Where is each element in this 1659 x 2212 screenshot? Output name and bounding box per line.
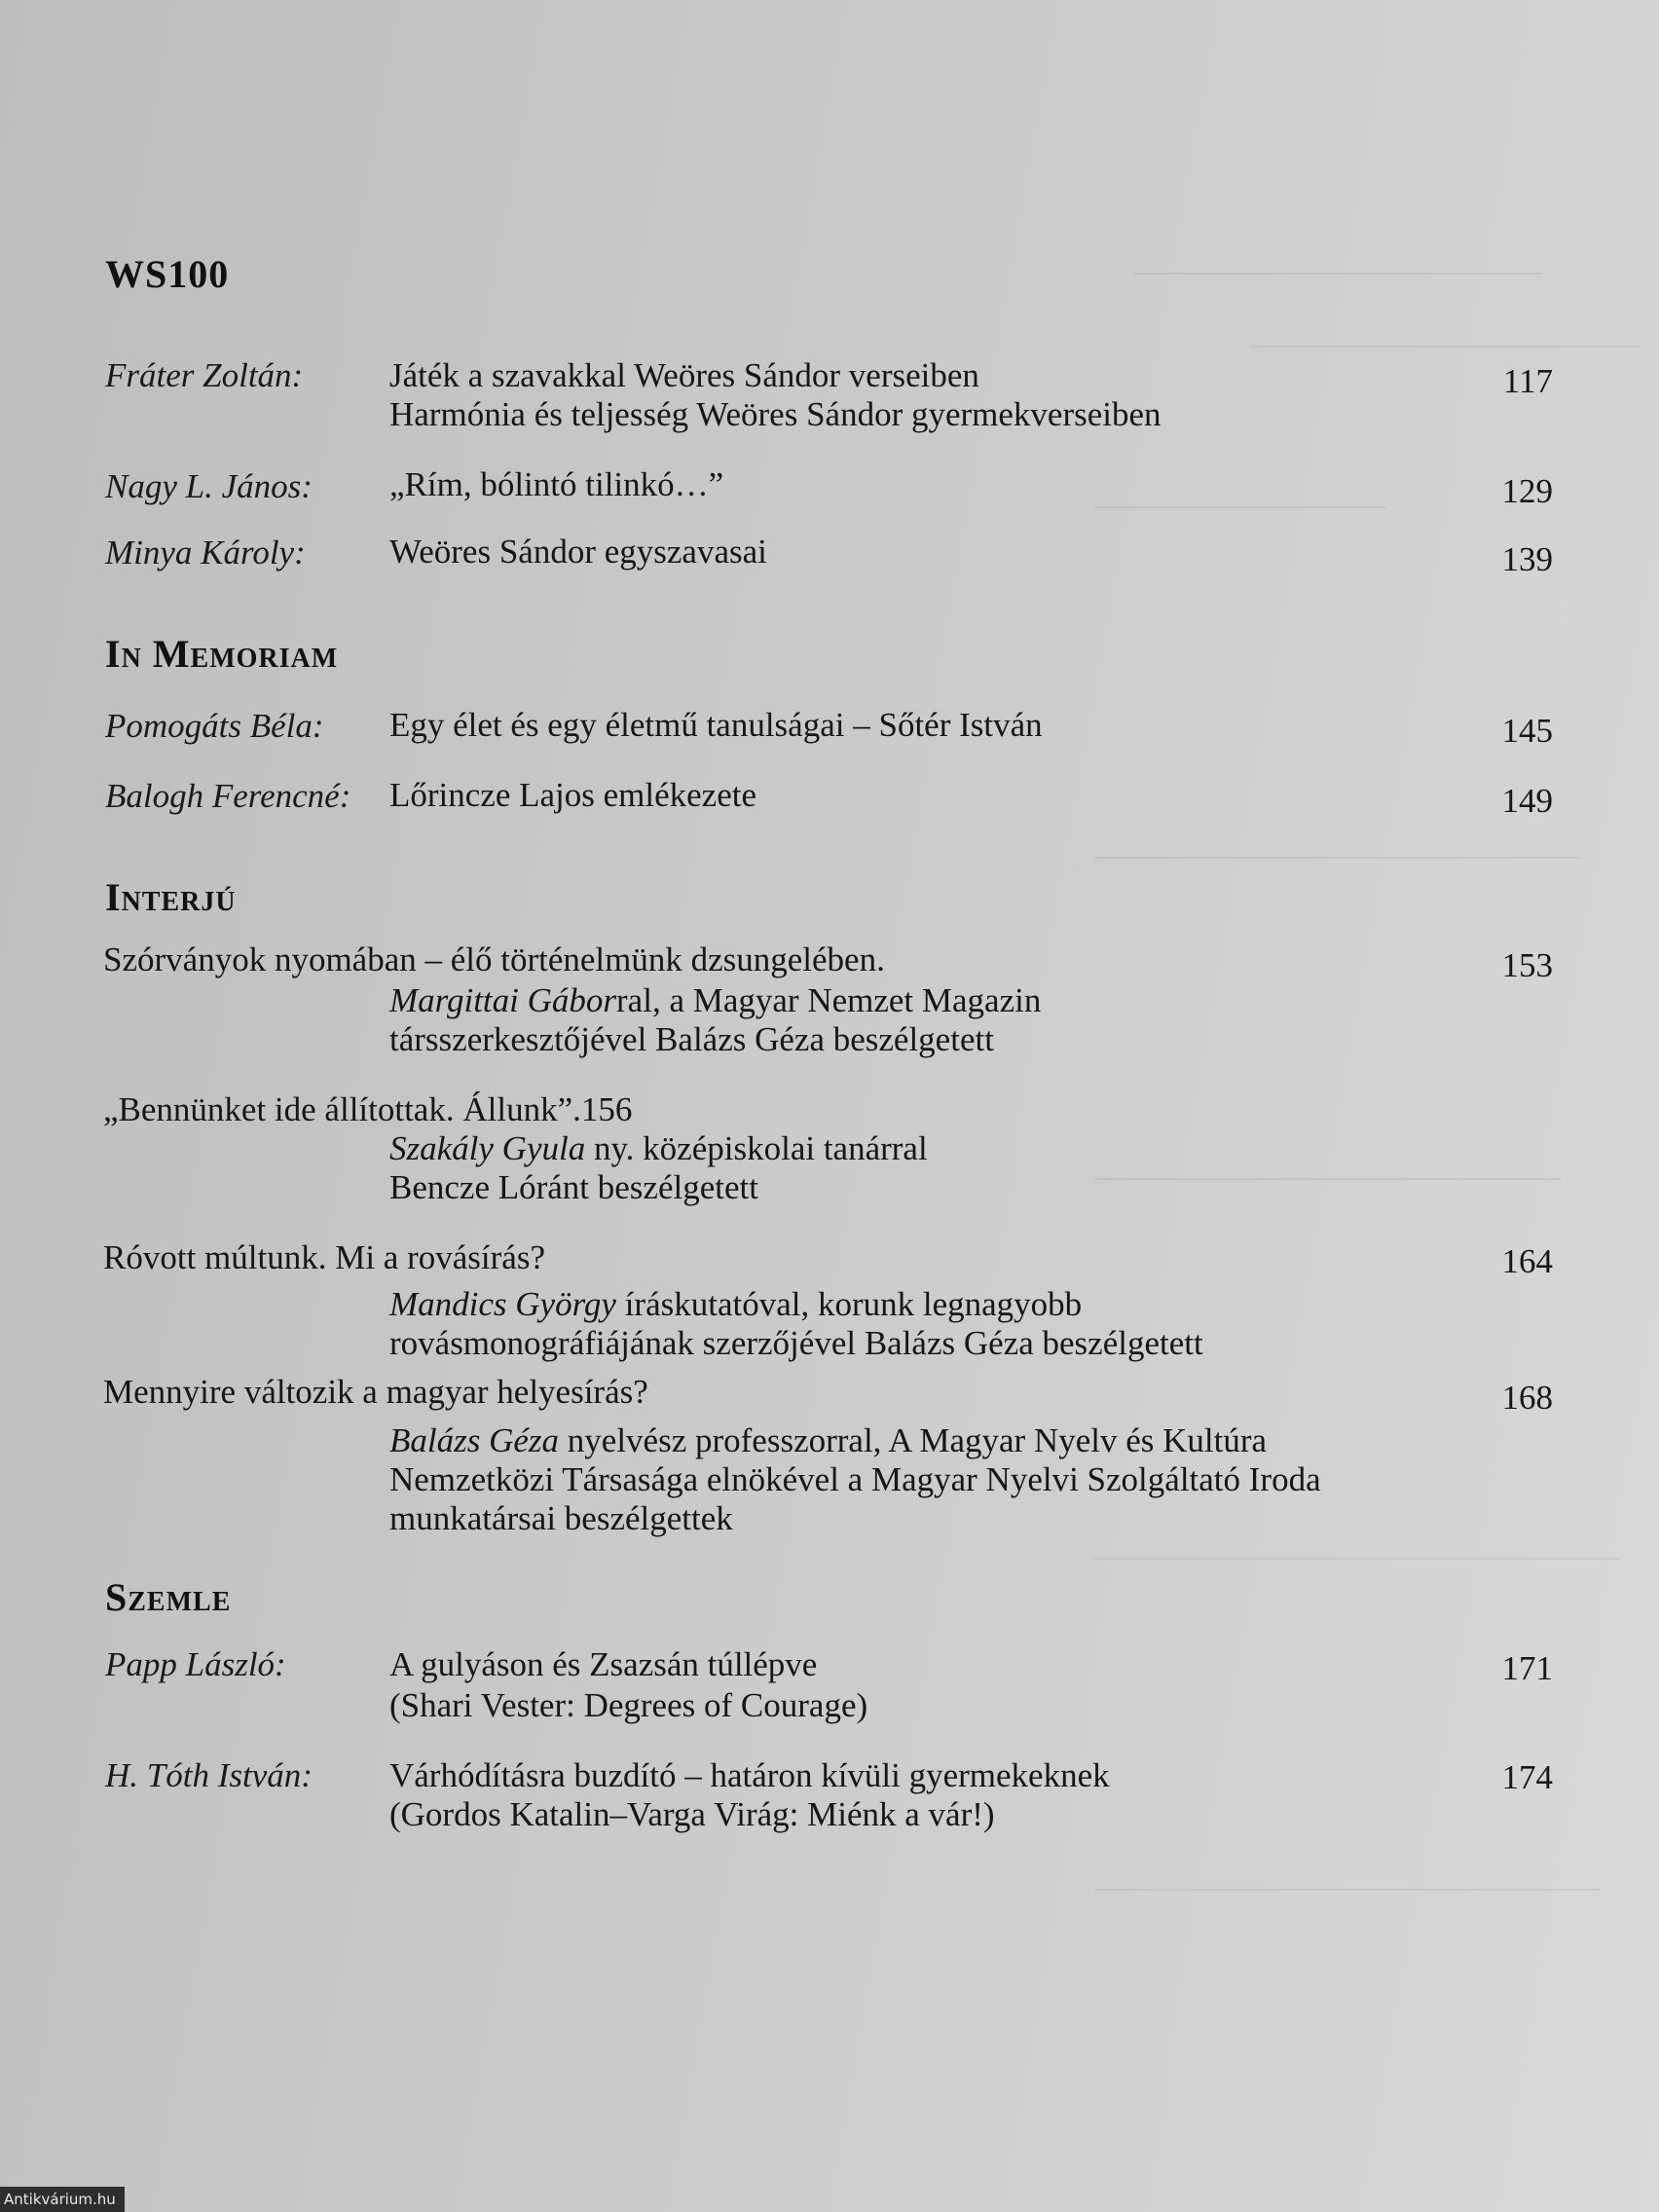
toc-title: Lőrincze Lajos emlékezete	[389, 776, 757, 814]
toc-title-continued: (Shari Vester: Degrees of Courage)	[389, 1686, 868, 1724]
toc-title: Egy élet és egy életmű tanulságai – Sőtér István	[389, 706, 1043, 744]
toc-page-number: 171	[1501, 1649, 1553, 1687]
toc-author: Pomogáts Béla:	[105, 707, 324, 745]
toc-author: Balogh Ferencné:	[105, 777, 351, 815]
interviewee-name: Margittai Gábor	[389, 981, 617, 1019]
toc-page-number: 117	[1502, 362, 1553, 400]
show-through-shadow	[1075, 0, 1659, 2212]
toc-subtitle: társszerkesztőjével Balázs Géza beszélgetett	[389, 1020, 994, 1058]
interviewee-name: Mandics György	[389, 1285, 616, 1323]
section-heading-interju: Interjú	[105, 875, 237, 919]
toc-subtitle: Margittai Gáborral, a Magyar Nemzet Magazin	[389, 981, 1042, 1019]
toc-author: H. Tóth István:	[105, 1756, 313, 1794]
toc-subtitle: rovásmonográfiájának szerzőjével Balázs Géza beszélgetett	[389, 1324, 1203, 1362]
toc-subtitle: Balázs Géza nyelvész professzorral, A Magyar Nyelv és Kultúra	[389, 1421, 1268, 1459]
toc-author: Papp László:	[105, 1645, 286, 1683]
toc-title: A gulyáson és Zsazsán túllépve	[389, 1645, 818, 1683]
toc-title-continued: (Gordos Katalin–Varga Virág: Miénk a vár!)	[389, 1795, 995, 1833]
toc-author: Fráter Zoltán:	[105, 356, 304, 394]
toc-title: Várhódításra buzdító – határon kívüli gyermekeknek	[389, 1756, 1110, 1794]
toc-page-number: 168	[1501, 1379, 1553, 1417]
toc-title: Róvott múltunk. Mi a rovásírás?	[103, 1238, 545, 1276]
toc-page-number: 139	[1501, 540, 1553, 578]
toc-subtitle: Nemzetközi Társasága elnökével a Magyar Nyelvi Szolgáltató Iroda	[389, 1460, 1321, 1498]
toc-page-number: 153	[1501, 946, 1553, 984]
toc-subtitle: munkatársai beszélgettek	[389, 1499, 733, 1537]
toc-subtitle: Mandics György íráskutatóval, korunk legnagyobb	[389, 1285, 1083, 1323]
toc-title-continued: Harmónia és teljesség Weöres Sándor gyermekverseiben	[389, 395, 1161, 433]
toc-title: Szórványok nyomában – élő történelmünk dzsungelében.	[103, 940, 885, 978]
toc-author: Nagy L. János:	[105, 467, 313, 505]
toc-title: Mennyire változik a magyar helyesírás?	[103, 1373, 648, 1411]
watermark: Antikvárium.hu	[0, 2187, 125, 2212]
section-heading-szemle: Szemle	[105, 1575, 232, 1619]
section-heading-ws100: WS100	[105, 252, 230, 296]
interviewee-name: Balázs Géza	[389, 1421, 560, 1459]
toc-page-number: 174	[1501, 1758, 1553, 1796]
section-heading-in-memoriam: In Memoriam	[105, 632, 339, 676]
toc-title: Weöres Sándor egyszavasai	[389, 533, 767, 571]
toc-subtitle: Bencze Lóránt beszélgetett	[389, 1168, 758, 1206]
toc-page-number: 164	[1501, 1242, 1553, 1280]
toc-author: Minya Károly:	[105, 534, 306, 571]
interviewee-name: Szakály Gyula	[389, 1129, 586, 1167]
toc-page-number: 129	[1501, 472, 1553, 510]
toc-page-number: 145	[1501, 712, 1553, 750]
toc-title: Játék a szavakkal Weöres Sándor verseiben	[389, 356, 979, 394]
toc-page-number: 149	[1501, 782, 1553, 820]
toc-title: „Rím, bólintó tilinkó…”	[389, 465, 724, 503]
toc-subtitle: Szakály Gyula ny. középiskolai tanárral	[389, 1129, 928, 1167]
toc-title: „Bennünket ide állítottak. Állunk”.156	[103, 1090, 633, 1128]
